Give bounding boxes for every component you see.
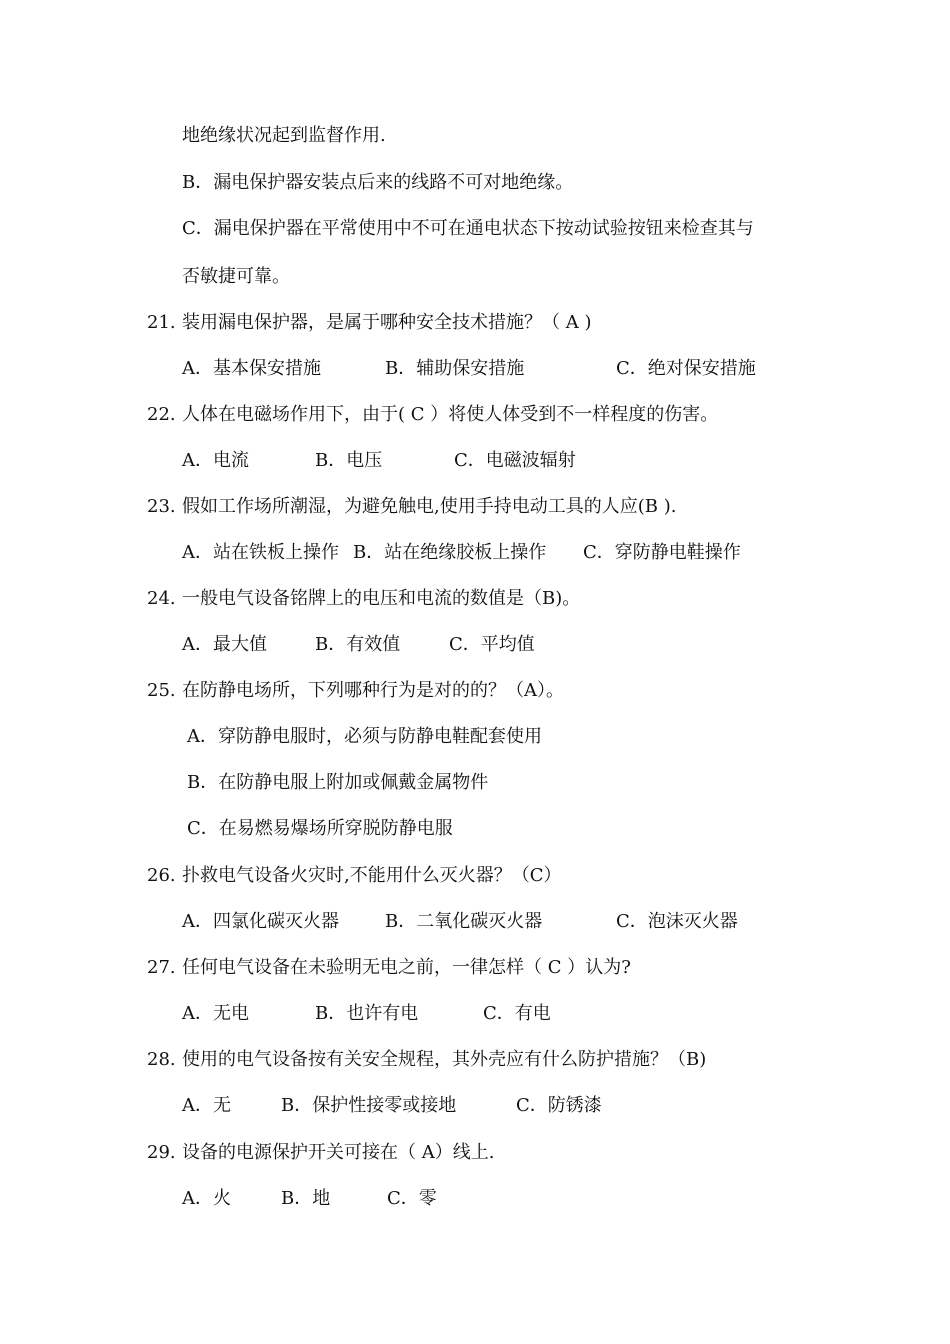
continuation-line-3: C．漏电保护器在平常使用中不可在通电状态下按动试验按钮来检查其与: [182, 218, 754, 239]
question-25-option-a: A．穿防静电服时，必须与防静电鞋配套使用: [187, 726, 542, 747]
option-a: A．无: [182, 1095, 231, 1116]
option-c: C．有电: [483, 1003, 551, 1024]
option-b: B．辅助保安措施: [385, 358, 525, 379]
option-c: C．平均值: [449, 634, 535, 655]
continuation-line-4: 否敏捷可靠。: [182, 266, 290, 287]
question-text: 任何电气设备在未验明无电之前，一律怎样（ C ）认为?: [182, 957, 631, 978]
option-c: C．零: [387, 1188, 437, 1209]
option-b: B．二氧化碳灭火器: [385, 911, 543, 932]
question-number: 26.: [147, 865, 176, 886]
option-a: A．站在铁板上操作: [182, 542, 339, 563]
option-b: B．站在绝缘胶板上操作: [353, 542, 547, 563]
question-text: 装用漏电保护器，是属于哪种安全技术措施？（ A ): [182, 312, 592, 333]
option-c: C．防锈漆: [516, 1095, 602, 1116]
option-b: B．地: [281, 1188, 331, 1209]
continuation-line-1: 地绝缘状况起到监督作用.: [182, 125, 386, 146]
option-c: C．泡沫灭火器: [616, 911, 738, 932]
question-text: 一般电气设备铭牌上的电压和电流的数值是（B)。: [182, 588, 581, 609]
question-text: 假如工作场所潮湿，为避免触电,使用手持电动工具的人应(B ).: [182, 496, 677, 517]
option-a: A．基本保安措施: [182, 358, 321, 379]
question-text: 扑救电气设备火灾时,不能用什么灭火器？（C）: [182, 865, 562, 886]
question-text: 设备的电源保护开关可接在（ A）线上.: [182, 1142, 495, 1163]
option-b: B．也许有电: [315, 1003, 419, 1024]
option-c: C．穿防静电鞋操作: [583, 542, 741, 563]
question-25-option-c: C．在易燃易爆场所穿脱防静电服: [187, 818, 453, 839]
option-b: B．电压: [315, 450, 383, 471]
question-number: 23.: [147, 496, 176, 517]
question-number: 22.: [147, 404, 176, 425]
question-number: 25.: [147, 680, 176, 701]
question-text: 使用的电气设备按有关安全规程，其外壳应有什么防护措施？（B): [182, 1049, 707, 1070]
question-number: 21.: [147, 312, 176, 333]
question-25-option-b: B．在防静电服上附加或佩戴金属物件: [187, 772, 489, 793]
question-number: 27.: [147, 957, 176, 978]
question-number: 29.: [147, 1142, 176, 1163]
option-b: B．保护性接零或接地: [281, 1095, 457, 1116]
option-a: A．电流: [182, 450, 249, 471]
option-a: A．最大值: [182, 634, 267, 655]
option-c: C．电磁波辐射: [454, 450, 576, 471]
question-text: 在防静电场所，下列哪种行为是对的的？（A）。: [182, 680, 564, 701]
question-text: 人体在电磁场作用下，由于( C ）将使人体受到不一样程度的伤害。: [182, 404, 719, 425]
option-b: B．有效值: [315, 634, 401, 655]
option-a: A．无电: [182, 1003, 249, 1024]
option-a: A．火: [182, 1188, 231, 1209]
option-a: A．四氯化碳灭火器: [182, 911, 339, 932]
question-number: 28.: [147, 1049, 176, 1070]
question-number: 24.: [147, 588, 176, 609]
option-c: C．绝对保安措施: [616, 358, 756, 379]
continuation-line-2: B．漏电保护器安装点后来的线路不可对地绝缘。: [182, 172, 574, 193]
